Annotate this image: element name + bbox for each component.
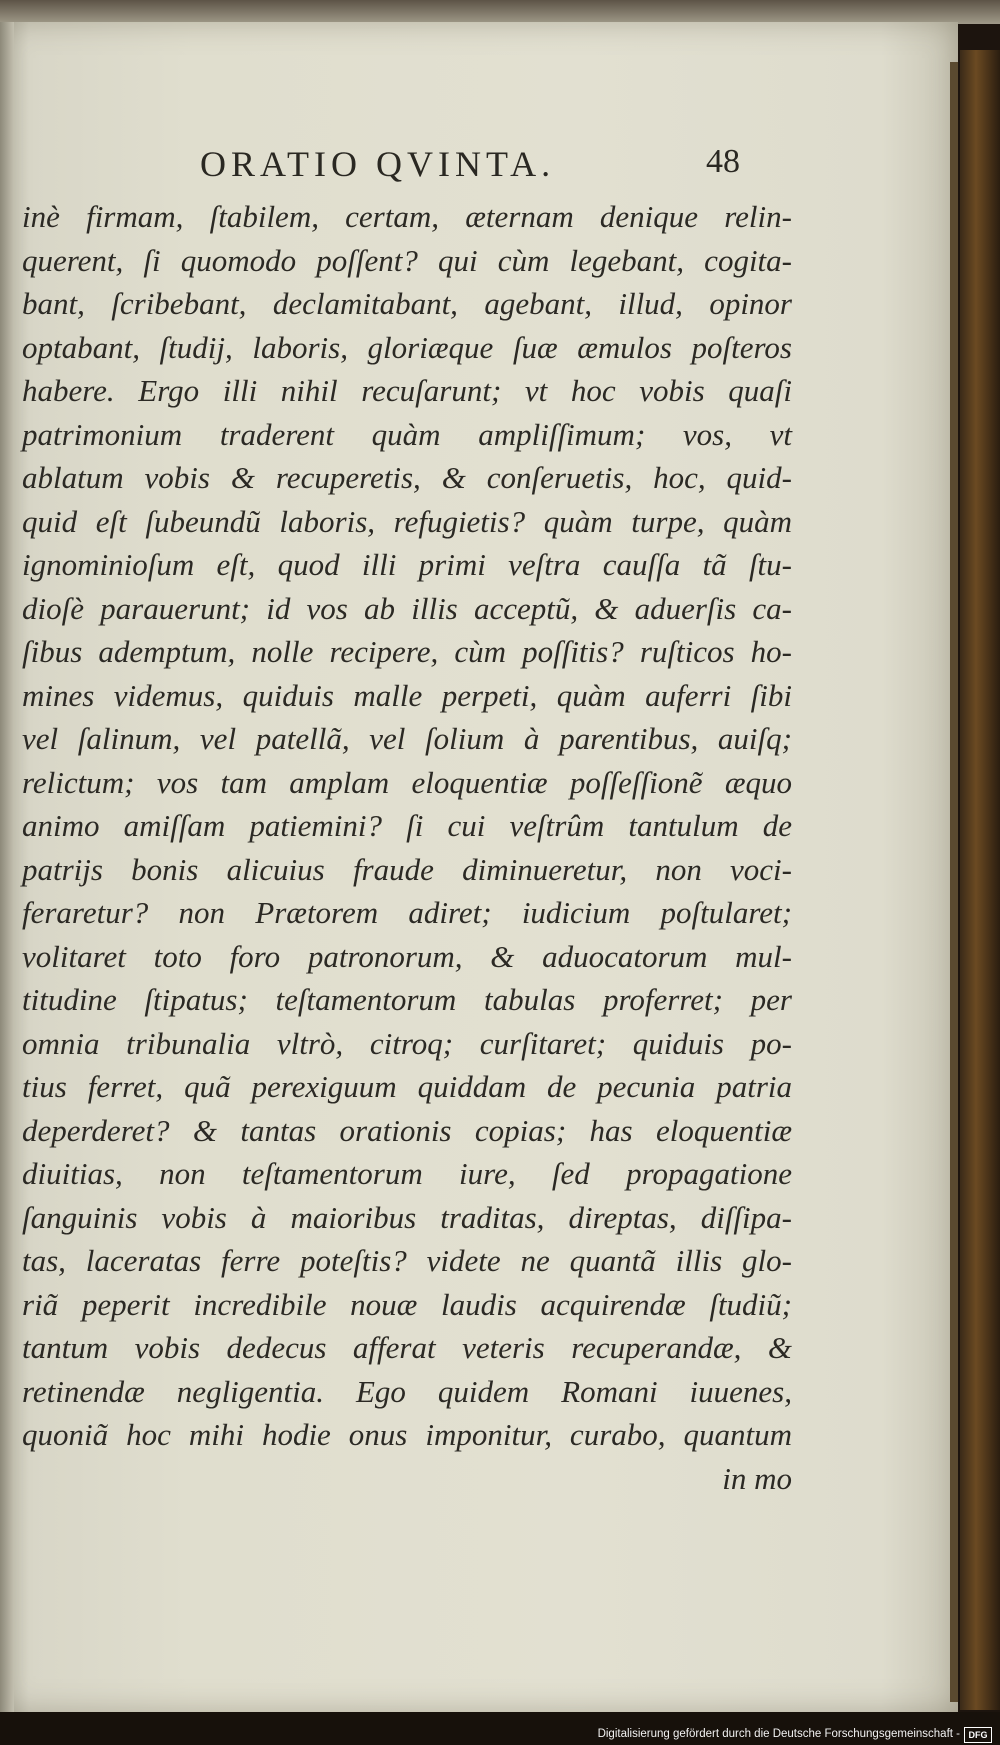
text-line: retinendæ negligentia. Ego quidem Romani iuuenes, [22,1373,792,1409]
text-line: ſanguinis vobis à maioribus traditas, direptas, diſſipa- [22,1199,792,1235]
text-line: diuitias, non teſtamentorum iure, ſed propagatione [22,1156,792,1191]
text-line: animo amiſſam patiemini? ſi cui veſtrûm tantulum de [22,808,792,843]
text-line: feraretur? non Prætorem adiret; iudicium poſtularet; [22,895,792,930]
text-line: titudine ſtipatus; teſtamentorum tabulas proferret; per [22,982,792,1017]
text-line: optabant, ſtudij, laboris, gloriæque ſuæ æmulos poſteros [22,329,792,365]
text-line: ſibus ademptum, nolle recipere, cùm poſſitis? ruſticos ho- [22,634,792,669]
page-number: 48 [706,143,740,180]
text-line: habere. Ergo illi nihil recuſarunt; vt hoc vobis quaſi [22,373,792,408]
dfg-logo-icon: DFG [964,1727,992,1743]
page-edge [950,62,958,1702]
text-line: inè firmam, ſtabilem, certam, æternam denique relin- [22,199,792,234]
text-line: patrijs bonis alicuius fraude diminueretur, non voci- [22,851,792,887]
text-line: tas, laceratas ferre poteſtis? videte ne quantã illis glo- [22,1243,792,1278]
text-line: mines videmus, quiduis malle perpeti, quàm auferri ſibi [22,677,792,713]
book-cover-edge [960,50,1000,1710]
text-line: vel ſalinum, vel patellã, vel ſolium à parentibus, auiſq; [22,721,792,756]
text-line: omnia tribunalia vltrò, citroq; curſitaret; quiduis po- [22,1025,792,1061]
text-line: dioſè parauerunt; id vos ab illis acceptũ, & aduerſis ca- [22,590,792,626]
text-line: querent, ſi quomodo poſſent? qui cùm legebant, cogita- [22,242,792,278]
funding-credit: Digitalisierung gefördert durch die Deutsche Forschungsgemeinschaft - [597,1728,960,1740]
text-line: tantum vobis dedecus afferat veteris recuperandæ, & [22,1330,792,1365]
text-line: deperderet? & tantas orationis copias; has eloquentiæ [22,1112,792,1148]
text-line: patrimonium traderent quàm ampliſſimum; vos, vt [22,416,792,452]
text-line: ablatum vobis & recuperetis, & conſeruetis, hoc, quid- [22,460,792,495]
text-line: quid eſt ſubeundũ laboris, refugietis? quàm turpe, quàm [22,503,792,539]
catchword: in mo [722,1460,792,1496]
text-line: tius ferret, quã perexiguum quiddam de pecunia patria [22,1069,792,1104]
text-line: relictum; vos tam amplam eloquentiæ poſſeſſionẽ æquo [22,764,792,800]
text-line: bant, ſcribebant, declamitabant, agebant, illud, opinor [22,286,792,321]
top-strip [0,0,1000,24]
text-line: volitaret toto foro patronorum, & aduocatorum mul- [22,938,792,974]
body-text [22,195,792,1500]
text-line: ignominioſum eſt, quod illi primi veſtra cauſſa tã ſtu- [22,547,792,582]
page-gutter [0,22,14,1712]
running-head: ORATIO QVINTA. [200,144,556,184]
text-line: riã peperit incredibile nouæ laudis acquirendæ ſtudiũ; [22,1286,792,1322]
text-line: quoniã hoc mihi hodie onus imponitur, curabo, quantum [22,1417,792,1452]
